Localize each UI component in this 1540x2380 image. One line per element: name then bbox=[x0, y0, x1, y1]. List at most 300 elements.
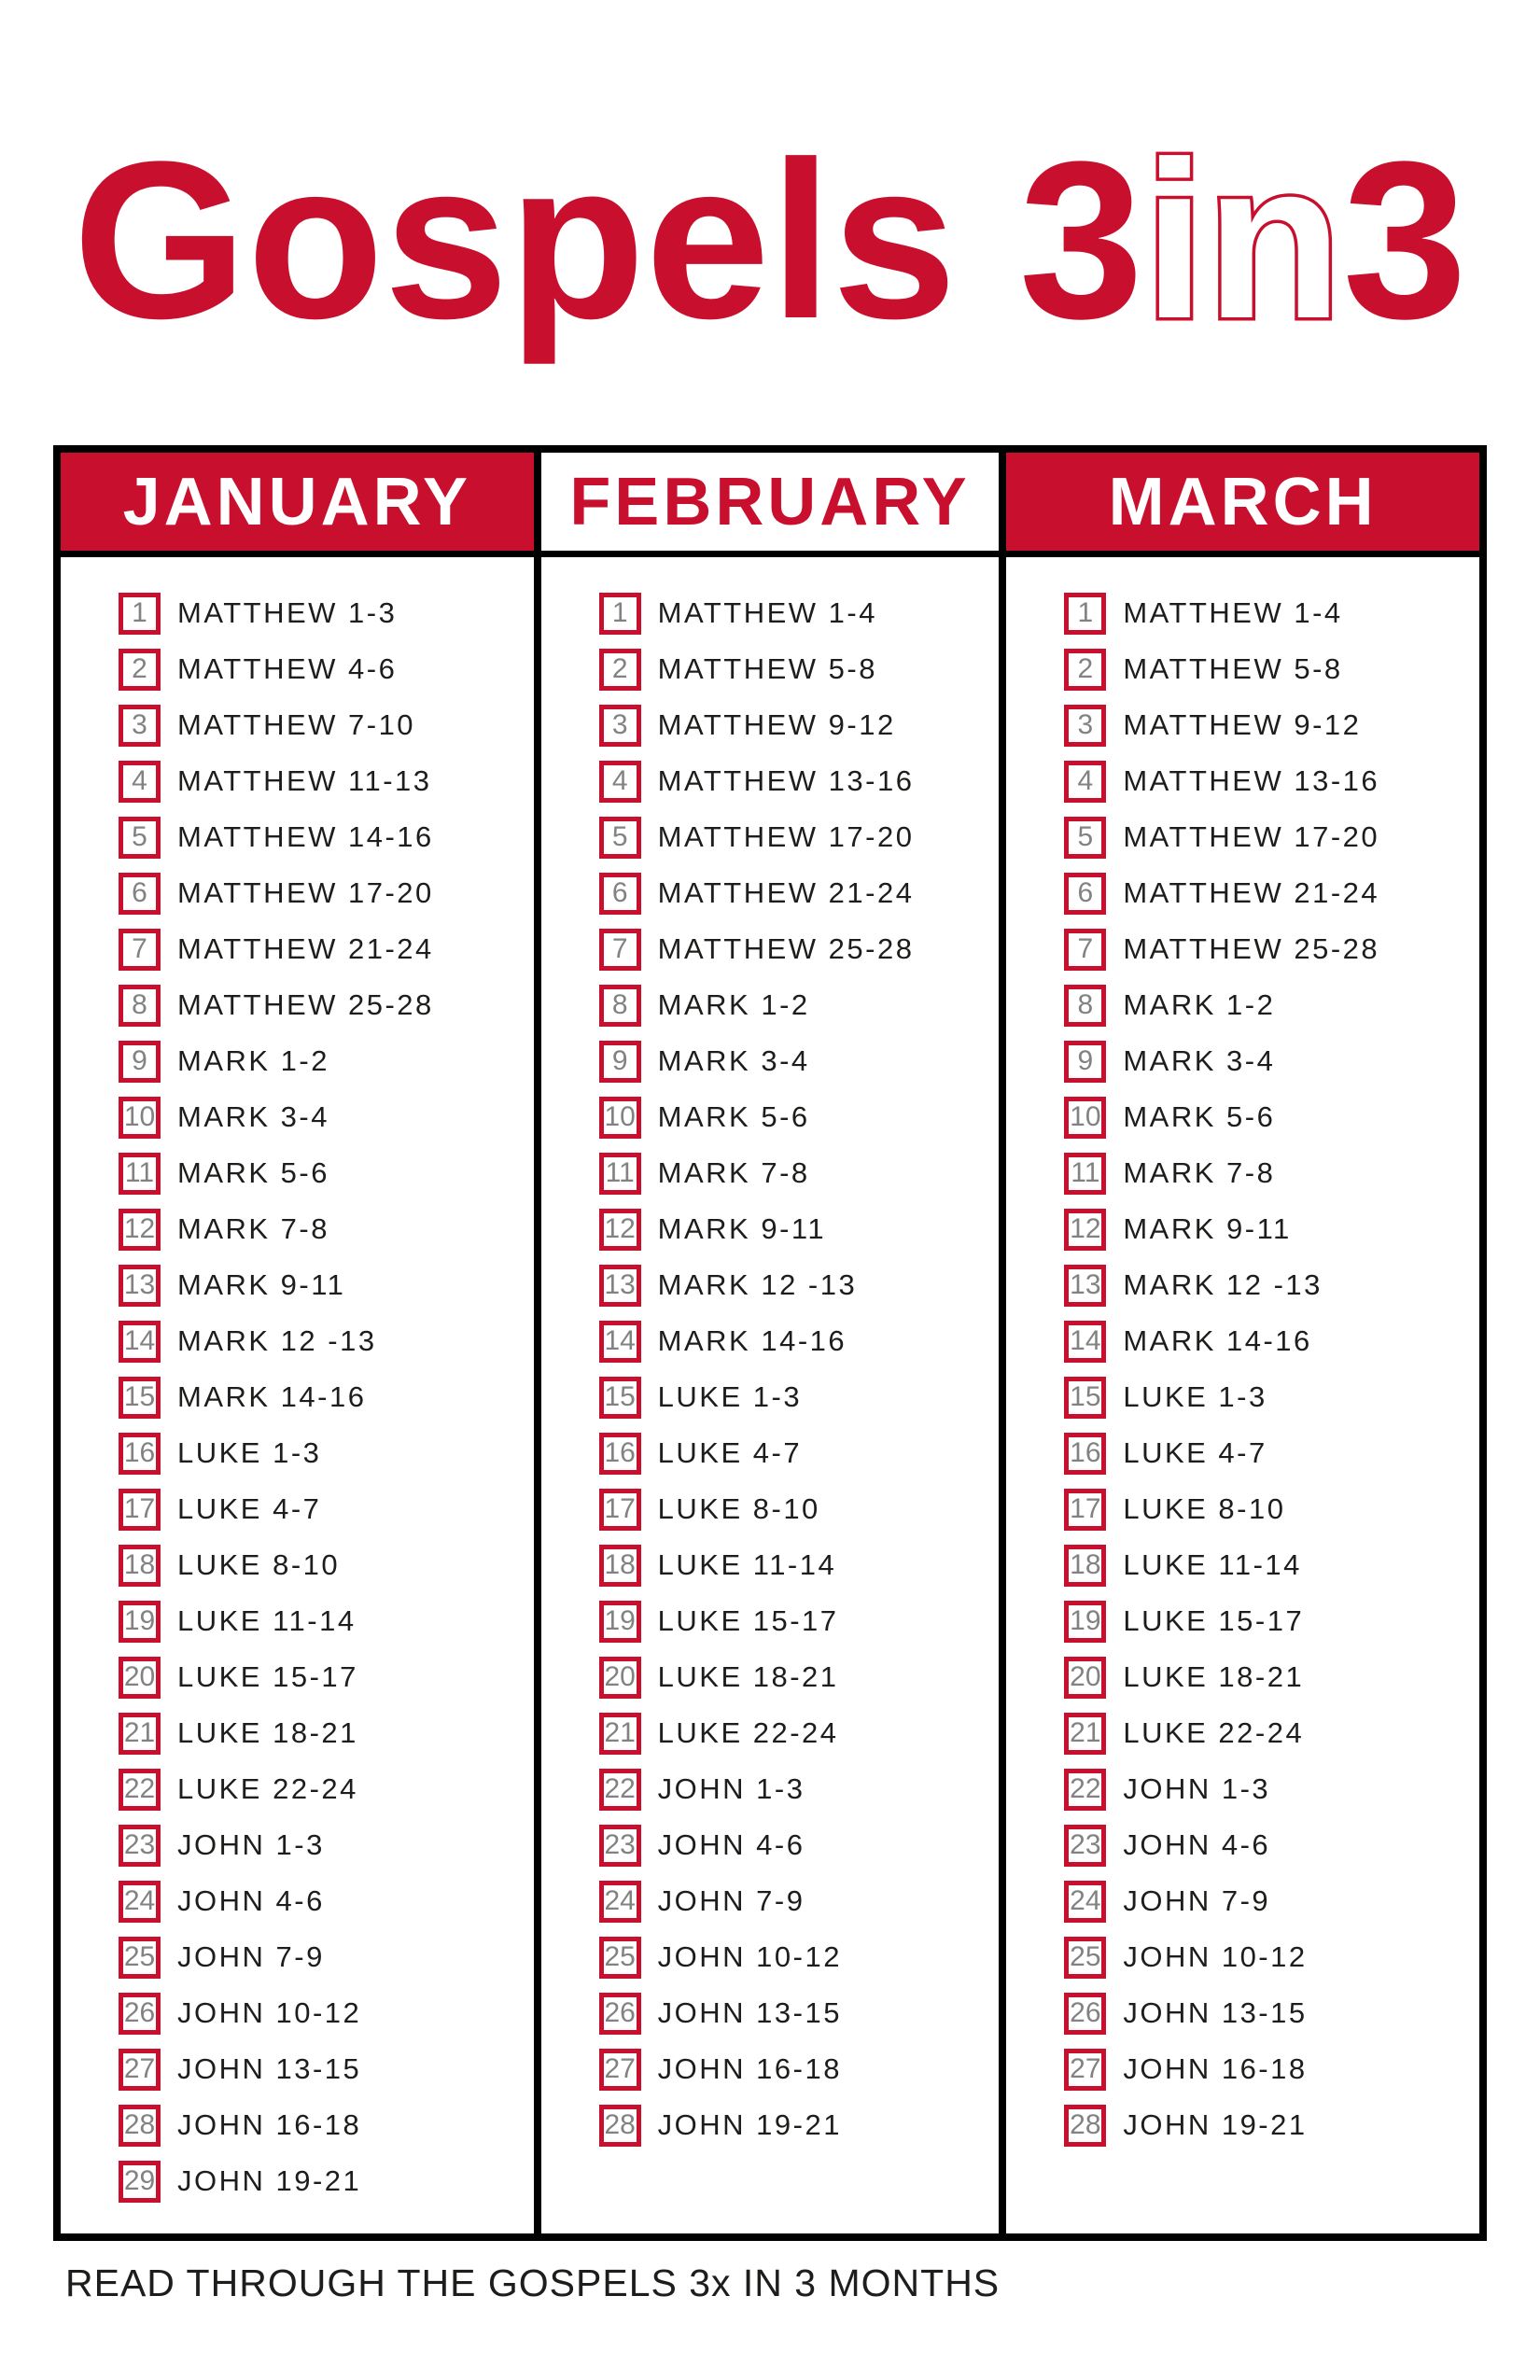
day-row bbox=[119, 1257, 534, 1313]
day-reading-label: JOHN 4-6 bbox=[657, 1828, 805, 1861]
day-reading-label: JOHN 7-9 bbox=[177, 1940, 325, 1973]
day-checkbox[interactable] bbox=[1064, 873, 1106, 915]
day-number: 10 bbox=[123, 1101, 156, 1132]
day-checkbox[interactable] bbox=[1064, 1489, 1106, 1531]
day-checkbox[interactable] bbox=[599, 2105, 641, 2147]
day-checkbox[interactable] bbox=[599, 1377, 641, 1419]
day-checkbox[interactable] bbox=[1064, 1377, 1106, 1419]
day-row bbox=[1064, 1313, 1479, 1369]
day-number: 27 bbox=[604, 2053, 636, 2084]
day-checkbox[interactable] bbox=[119, 1321, 161, 1363]
day-reading-label: MATTHEW 1-4 bbox=[1123, 596, 1343, 629]
day-number: 14 bbox=[604, 1325, 636, 1356]
day-row bbox=[1064, 1929, 1479, 1985]
title-text-outline-in: in bbox=[1143, 115, 1343, 365]
day-number: 18 bbox=[604, 1549, 636, 1580]
day-checkbox[interactable] bbox=[1064, 1769, 1106, 1811]
day-reading-label: LUKE 11-14 bbox=[177, 1604, 357, 1637]
day-number: 1 bbox=[1077, 597, 1094, 628]
day-checkbox[interactable] bbox=[599, 1433, 641, 1475]
day-checkbox[interactable] bbox=[599, 1545, 641, 1587]
day-row bbox=[599, 1649, 1000, 1705]
day-number: 19 bbox=[1070, 1605, 1101, 1636]
day-row bbox=[1064, 1705, 1479, 1761]
day-number: 20 bbox=[123, 1661, 156, 1692]
day-number: 28 bbox=[604, 2109, 636, 2140]
day-reading-label: JOHN 13-15 bbox=[657, 1996, 842, 2029]
day-checkbox[interactable] bbox=[599, 1825, 641, 1867]
day-row bbox=[119, 1089, 534, 1145]
day-checkbox[interactable] bbox=[599, 1321, 641, 1363]
day-reading-label: MATTHEW 14-16 bbox=[177, 820, 434, 853]
day-reading-label: MATTHEW 4-6 bbox=[177, 652, 398, 685]
day-checkbox[interactable] bbox=[119, 705, 161, 747]
day-number: 23 bbox=[1070, 1829, 1101, 1860]
day-reading-label: LUKE 11-14 bbox=[657, 1548, 837, 1581]
day-reading-label: MATTHEW 13-16 bbox=[657, 764, 915, 797]
day-checkbox[interactable] bbox=[1064, 1657, 1106, 1699]
day-number: 25 bbox=[123, 1941, 156, 1972]
day-number: 13 bbox=[123, 1269, 156, 1300]
day-reading-label: JOHN 10-12 bbox=[1123, 1940, 1308, 1973]
day-row bbox=[599, 641, 1000, 697]
day-reading-label: LUKE 4-7 bbox=[657, 1436, 803, 1469]
day-row bbox=[599, 1481, 1000, 1537]
day-number: 8 bbox=[611, 989, 628, 1020]
day-number: 29 bbox=[123, 2165, 156, 2196]
day-number: 22 bbox=[123, 1773, 156, 1804]
day-checkbox[interactable] bbox=[119, 873, 161, 915]
day-row bbox=[599, 1705, 1000, 1761]
day-number: 5 bbox=[611, 821, 628, 852]
day-row bbox=[119, 585, 534, 641]
day-reading-label: MARK 12 -13 bbox=[1123, 1268, 1323, 1301]
day-number: 28 bbox=[1070, 2109, 1101, 2140]
day-number: 9 bbox=[611, 1045, 628, 1076]
day-number: 26 bbox=[1070, 1997, 1101, 2028]
day-row bbox=[599, 1873, 1000, 1929]
day-row bbox=[599, 1369, 1000, 1425]
day-reading-label: MARK 12 -13 bbox=[657, 1268, 858, 1301]
day-row bbox=[1064, 1425, 1479, 1481]
day-reading-label: MATTHEW 11-13 bbox=[177, 764, 432, 797]
day-checkbox[interactable] bbox=[119, 1713, 161, 1755]
day-checkbox[interactable] bbox=[599, 1881, 641, 1923]
day-reading-label: JOHN 19-21 bbox=[657, 2108, 842, 2141]
day-reading-label: LUKE 8-10 bbox=[177, 1548, 341, 1581]
day-reading-label: MARK 9-11 bbox=[657, 1212, 827, 1245]
month-header-january: JANUARY bbox=[61, 453, 534, 557]
day-reading-label: LUKE 8-10 bbox=[1123, 1492, 1286, 1525]
day-number: 3 bbox=[611, 709, 628, 740]
day-reading-label: MARK 14-16 bbox=[657, 1324, 847, 1357]
day-row bbox=[119, 921, 534, 977]
day-row bbox=[119, 1033, 534, 1089]
day-reading-label: MARK 1-2 bbox=[1123, 988, 1276, 1021]
day-reading-label: MATTHEW 7-10 bbox=[177, 708, 416, 741]
day-reading-label: LUKE 15-17 bbox=[1123, 1604, 1305, 1637]
day-reading-label: MATTHEW 5-8 bbox=[657, 652, 877, 685]
day-number: 16 bbox=[604, 1437, 636, 1468]
day-row bbox=[1064, 1201, 1479, 1257]
day-checkbox[interactable] bbox=[119, 1097, 161, 1139]
day-reading-label: JOHN 13-15 bbox=[177, 2052, 362, 2085]
day-reading-label: MARK 3-4 bbox=[1123, 1044, 1276, 1077]
day-number: 18 bbox=[1070, 1549, 1101, 1580]
day-checkbox[interactable] bbox=[119, 1825, 161, 1867]
day-checkbox[interactable] bbox=[1064, 1041, 1106, 1083]
day-checkbox[interactable] bbox=[119, 817, 161, 859]
day-row bbox=[599, 1761, 1000, 1817]
day-checkbox[interactable] bbox=[599, 705, 641, 747]
day-checkbox[interactable] bbox=[1064, 1545, 1106, 1587]
day-number: 25 bbox=[604, 1941, 636, 1972]
day-checkbox[interactable] bbox=[1064, 1097, 1106, 1139]
day-number: 25 bbox=[1070, 1941, 1101, 1972]
day-checkbox[interactable] bbox=[119, 1265, 161, 1307]
day-checkbox[interactable] bbox=[599, 761, 641, 803]
day-number: 3 bbox=[1077, 709, 1094, 740]
day-reading-label: LUKE 1-3 bbox=[1123, 1380, 1267, 1413]
day-reading-label: MARK 5-6 bbox=[1123, 1100, 1276, 1133]
day-row bbox=[599, 1537, 1000, 1593]
day-checkbox[interactable] bbox=[119, 2049, 161, 2091]
day-row bbox=[599, 585, 1000, 641]
day-row bbox=[1064, 1481, 1479, 1537]
day-checkbox[interactable] bbox=[599, 649, 641, 691]
day-reading-label: MARK 1-2 bbox=[657, 988, 810, 1021]
day-row bbox=[599, 977, 1000, 1033]
day-reading-label: MARK 3-4 bbox=[177, 1100, 329, 1133]
day-checkbox[interactable] bbox=[119, 1881, 161, 1923]
day-checkbox[interactable] bbox=[599, 1489, 641, 1531]
day-checkbox[interactable] bbox=[599, 1153, 641, 1195]
day-checkbox[interactable] bbox=[119, 929, 161, 971]
footer-tagline: READ THROUGH THE GOSPELS 3x IN 3 MONTHS bbox=[65, 2261, 1001, 2304]
day-number: 21 bbox=[123, 1717, 156, 1748]
month-column-march bbox=[1006, 557, 1479, 2233]
day-checkbox[interactable] bbox=[599, 1713, 641, 1755]
day-number: 9 bbox=[132, 1045, 147, 1076]
day-reading-label: MATTHEW 21-24 bbox=[177, 932, 434, 965]
day-row bbox=[599, 865, 1000, 921]
day-row bbox=[1064, 977, 1479, 1033]
day-row bbox=[1064, 2041, 1479, 2097]
day-checkbox[interactable] bbox=[1064, 929, 1106, 971]
day-reading-label: LUKE 15-17 bbox=[177, 1660, 358, 1693]
day-checkbox[interactable] bbox=[1064, 1601, 1106, 1643]
day-row bbox=[1064, 1145, 1479, 1201]
day-checkbox[interactable] bbox=[1064, 1153, 1106, 1195]
day-number: 7 bbox=[611, 933, 628, 964]
day-checkbox[interactable] bbox=[1064, 2105, 1106, 2147]
day-row bbox=[119, 1761, 534, 1817]
day-checkbox[interactable] bbox=[119, 1209, 161, 1251]
day-number: 11 bbox=[124, 1157, 155, 1188]
day-reading-label: JOHN 7-9 bbox=[1123, 1884, 1271, 1917]
day-row bbox=[119, 641, 534, 697]
day-number: 10 bbox=[1070, 1101, 1101, 1132]
day-checkbox[interactable] bbox=[119, 1377, 161, 1419]
day-row bbox=[1064, 1985, 1479, 2041]
day-row bbox=[1064, 865, 1479, 921]
day-row bbox=[119, 1425, 534, 1481]
day-reading-label: LUKE 8-10 bbox=[657, 1492, 820, 1525]
day-number: 12 bbox=[1070, 1213, 1101, 1244]
day-number: 7 bbox=[1077, 933, 1094, 964]
day-number: 19 bbox=[123, 1605, 156, 1636]
day-checkbox[interactable] bbox=[1064, 1713, 1106, 1755]
day-checkbox[interactable] bbox=[599, 1657, 641, 1699]
day-number: 27 bbox=[123, 2053, 156, 2084]
day-reading-label: MATTHEW 25-28 bbox=[177, 988, 434, 1021]
day-checkbox[interactable] bbox=[1064, 2049, 1106, 2091]
day-checkbox[interactable] bbox=[1064, 817, 1106, 859]
day-number: 22 bbox=[1070, 1773, 1101, 1804]
day-reading-label: MARK 3-4 bbox=[657, 1044, 810, 1077]
day-number: 2 bbox=[132, 653, 147, 684]
day-number: 24 bbox=[123, 1885, 156, 1916]
day-checkbox[interactable] bbox=[599, 1265, 641, 1307]
day-row bbox=[599, 1817, 1000, 1873]
day-row bbox=[1064, 1537, 1479, 1593]
day-reading-label: MARK 7-8 bbox=[177, 1212, 329, 1245]
day-row bbox=[119, 753, 534, 809]
day-number: 8 bbox=[1077, 989, 1094, 1020]
day-checkbox[interactable] bbox=[1064, 761, 1106, 803]
day-checkbox[interactable] bbox=[599, 1601, 641, 1643]
day-reading-label: MARK 14-16 bbox=[177, 1380, 367, 1413]
day-checkbox[interactable] bbox=[119, 1433, 161, 1475]
day-reading-label: MARK 1-2 bbox=[177, 1044, 329, 1077]
day-reading-label: JOHN 1-3 bbox=[177, 1828, 325, 1861]
day-number: 14 bbox=[1070, 1325, 1101, 1356]
day-checkbox[interactable] bbox=[599, 1937, 641, 1979]
day-row bbox=[119, 1985, 534, 2041]
day-number: 11 bbox=[605, 1157, 635, 1188]
day-checkbox[interactable] bbox=[119, 1937, 161, 1979]
day-row bbox=[599, 1089, 1000, 1145]
day-row bbox=[1064, 1257, 1479, 1313]
day-reading-label: MARK 5-6 bbox=[657, 1100, 810, 1133]
day-reading-label: MATTHEW 25-28 bbox=[1123, 932, 1380, 965]
day-checkbox[interactable] bbox=[599, 2049, 641, 2091]
day-reading-label: JOHN 1-3 bbox=[657, 1772, 805, 1805]
day-checkbox[interactable] bbox=[1064, 1209, 1106, 1251]
day-row bbox=[599, 809, 1000, 865]
day-row bbox=[599, 1929, 1000, 1985]
day-checkbox[interactable] bbox=[119, 1657, 161, 1699]
day-reading-label: MARK 7-8 bbox=[657, 1156, 810, 1189]
day-reading-label: JOHN 10-12 bbox=[177, 1996, 362, 2029]
day-reading-label: JOHN 1-3 bbox=[1123, 1772, 1271, 1805]
day-checkbox[interactable] bbox=[1064, 1825, 1106, 1867]
day-reading-label: MARK 7-8 bbox=[1123, 1156, 1276, 1189]
day-checkbox[interactable] bbox=[119, 1489, 161, 1531]
day-checkbox[interactable] bbox=[599, 1993, 641, 2035]
day-checkbox[interactable] bbox=[599, 1097, 641, 1139]
day-row bbox=[119, 1649, 534, 1705]
day-row bbox=[599, 2097, 1000, 2153]
day-reading-label: MATTHEW 17-20 bbox=[1123, 820, 1380, 853]
day-checkbox[interactable] bbox=[119, 1601, 161, 1643]
month-column-february bbox=[534, 557, 1007, 2233]
day-reading-label: LUKE 18-21 bbox=[1123, 1660, 1305, 1693]
day-checkbox[interactable] bbox=[599, 593, 641, 635]
day-number: 26 bbox=[604, 1997, 636, 2028]
day-reading-label: LUKE 4-7 bbox=[1123, 1436, 1267, 1469]
day-checkbox[interactable] bbox=[119, 1041, 161, 1083]
day-row bbox=[1064, 1817, 1479, 1873]
day-number: 4 bbox=[611, 765, 628, 796]
day-reading-label: MATTHEW 21-24 bbox=[657, 876, 915, 909]
day-reading-label: LUKE 22-24 bbox=[1123, 1716, 1305, 1749]
day-number: 20 bbox=[1070, 1661, 1101, 1692]
day-number: 5 bbox=[132, 821, 147, 852]
day-checkbox[interactable] bbox=[599, 1041, 641, 1083]
day-number: 15 bbox=[604, 1381, 636, 1412]
day-row bbox=[119, 1593, 534, 1649]
day-checkbox[interactable] bbox=[599, 985, 641, 1027]
day-row bbox=[1064, 1761, 1479, 1817]
day-row bbox=[599, 697, 1000, 753]
page-title bbox=[0, 115, 1540, 365]
day-reading-label: LUKE 1-3 bbox=[657, 1380, 803, 1413]
day-checkbox[interactable] bbox=[1064, 593, 1106, 635]
day-reading-label: JOHN 16-18 bbox=[1123, 2052, 1308, 2085]
day-number: 6 bbox=[132, 877, 147, 908]
day-checkbox[interactable] bbox=[119, 1993, 161, 2035]
day-number: 17 bbox=[123, 1493, 156, 1524]
day-row bbox=[1064, 753, 1479, 809]
day-number: 22 bbox=[604, 1773, 636, 1804]
day-row bbox=[1064, 1649, 1479, 1705]
day-number: 7 bbox=[132, 933, 147, 964]
day-number: 24 bbox=[1070, 1885, 1101, 1916]
day-row bbox=[599, 1201, 1000, 1257]
day-number: 1 bbox=[132, 597, 147, 628]
day-checkbox[interactable] bbox=[1064, 1321, 1106, 1363]
day-number: 26 bbox=[123, 1997, 156, 2028]
day-number: 6 bbox=[611, 877, 628, 908]
day-checkbox[interactable] bbox=[119, 985, 161, 1027]
day-checkbox[interactable] bbox=[599, 1769, 641, 1811]
day-row bbox=[599, 921, 1000, 977]
day-checkbox[interactable] bbox=[1064, 1993, 1106, 2035]
month-header-february: FEBRUARY bbox=[534, 453, 1007, 557]
day-number: 24 bbox=[604, 1885, 636, 1916]
day-number: 1 bbox=[611, 597, 628, 628]
day-reading-label: LUKE 22-24 bbox=[177, 1772, 358, 1805]
day-number: 21 bbox=[1070, 1717, 1101, 1748]
day-row bbox=[599, 1033, 1000, 1089]
day-number: 12 bbox=[123, 1213, 156, 1244]
day-row bbox=[119, 977, 534, 1033]
day-reading-label: LUKE 15-17 bbox=[657, 1604, 839, 1637]
day-checkbox[interactable] bbox=[119, 1545, 161, 1587]
day-number: 4 bbox=[1077, 765, 1094, 796]
day-reading-label: MATTHEW 1-4 bbox=[657, 596, 877, 629]
day-number: 27 bbox=[1070, 2053, 1101, 2084]
day-number: 2 bbox=[1077, 653, 1094, 684]
day-row bbox=[119, 1201, 534, 1257]
day-row bbox=[1064, 1369, 1479, 1425]
day-number: 12 bbox=[604, 1213, 636, 1244]
day-row bbox=[119, 2153, 534, 2209]
day-number: 15 bbox=[123, 1381, 156, 1412]
day-row bbox=[599, 1593, 1000, 1649]
day-row bbox=[1064, 921, 1479, 977]
day-row bbox=[599, 1257, 1000, 1313]
day-row bbox=[599, 1985, 1000, 2041]
day-number: 5 bbox=[1077, 821, 1094, 852]
day-checkbox[interactable] bbox=[1064, 1433, 1106, 1475]
day-number: 19 bbox=[604, 1605, 636, 1636]
day-checkbox[interactable] bbox=[599, 873, 641, 915]
day-checkbox[interactable] bbox=[599, 1209, 641, 1251]
day-checkbox[interactable] bbox=[599, 929, 641, 971]
day-number: 14 bbox=[123, 1325, 156, 1356]
day-checkbox[interactable] bbox=[1064, 985, 1106, 1027]
day-checkbox[interactable] bbox=[119, 649, 161, 691]
day-row bbox=[119, 2041, 534, 2097]
day-row bbox=[599, 2041, 1000, 2097]
day-checkbox[interactable] bbox=[1064, 1265, 1106, 1307]
day-row bbox=[119, 1313, 534, 1369]
day-row bbox=[119, 1369, 534, 1425]
day-checkbox[interactable] bbox=[1064, 1937, 1106, 1979]
day-row bbox=[1064, 809, 1479, 865]
day-checkbox[interactable] bbox=[599, 817, 641, 859]
day-row bbox=[119, 2097, 534, 2153]
day-reading-label: MATTHEW 17-20 bbox=[657, 820, 915, 853]
day-number: 13 bbox=[604, 1269, 636, 1300]
day-reading-label: JOHN 7-9 bbox=[657, 1884, 805, 1917]
day-checkbox[interactable] bbox=[119, 761, 161, 803]
day-number: 2 bbox=[611, 653, 628, 684]
day-number: 23 bbox=[123, 1829, 156, 1860]
day-reading-label: LUKE 1-3 bbox=[177, 1436, 322, 1469]
day-checkbox[interactable] bbox=[1064, 649, 1106, 691]
day-reading-label: MATTHEW 5-8 bbox=[1123, 652, 1343, 685]
day-row bbox=[599, 1145, 1000, 1201]
day-checkbox[interactable] bbox=[119, 1769, 161, 1811]
day-checkbox[interactable] bbox=[119, 2105, 161, 2147]
day-row bbox=[599, 753, 1000, 809]
day-checkbox[interactable] bbox=[119, 593, 161, 635]
day-checkbox[interactable] bbox=[1064, 705, 1106, 747]
day-number: 11 bbox=[1071, 1157, 1100, 1188]
day-reading-label: MARK 9-11 bbox=[1123, 1212, 1292, 1245]
day-reading-label: JOHN 13-15 bbox=[1123, 1996, 1308, 2029]
day-row bbox=[119, 1705, 534, 1761]
day-checkbox[interactable] bbox=[119, 2161, 161, 2203]
day-reading-label: JOHN 19-21 bbox=[1123, 2108, 1308, 2141]
month-header-march: MARCH bbox=[1006, 453, 1479, 557]
day-reading-label: MATTHEW 13-16 bbox=[1123, 764, 1380, 797]
day-number: 15 bbox=[1070, 1381, 1101, 1412]
day-reading-label: JOHN 10-12 bbox=[657, 1940, 842, 1973]
day-row bbox=[119, 865, 534, 921]
day-checkbox[interactable] bbox=[1064, 1881, 1106, 1923]
day-row bbox=[119, 1537, 534, 1593]
day-checkbox[interactable] bbox=[119, 1153, 161, 1195]
day-row bbox=[599, 1425, 1000, 1481]
day-number: 3 bbox=[132, 709, 147, 740]
month-column-january bbox=[61, 557, 534, 2233]
day-row bbox=[599, 1313, 1000, 1369]
day-number: 9 bbox=[1077, 1045, 1094, 1076]
